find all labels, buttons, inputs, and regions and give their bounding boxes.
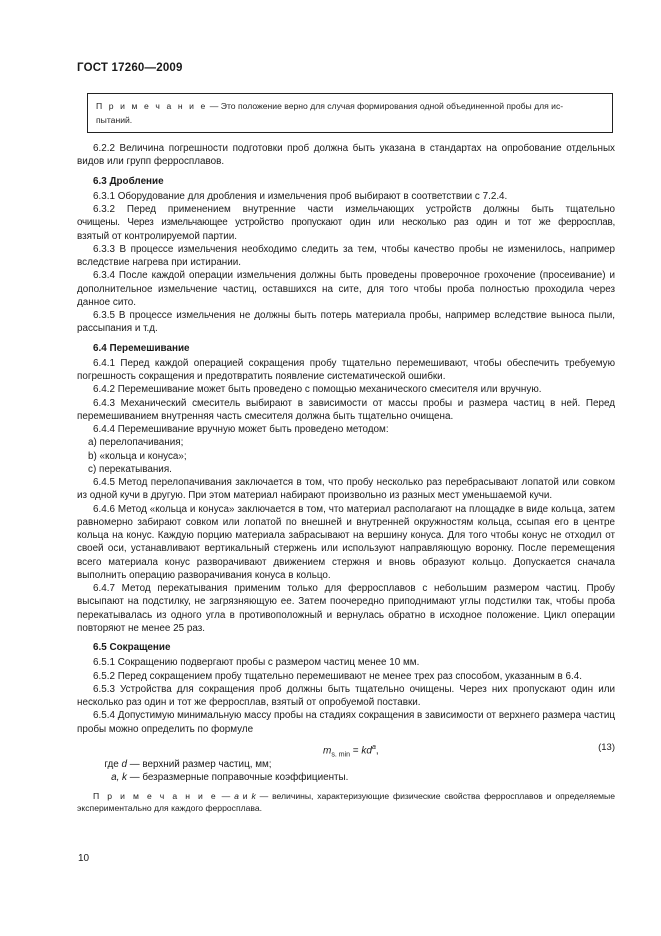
paragraph-6-3-1: 6.3.1 Оборудование для дробления и измельчения проб выбирают в соответствии с 7.2.4. [93,190,508,202]
paragraph-6-3-2-line3: взятый от контролируемой партии. [77,230,238,242]
paragraph-6-3-4: 6.3.4 После каждой операции измельчения должны быть проведены проверочное грохочение (просеивание) и дополнительное измельчение частиц, оставшихся на сите, для того чтобы проба полностью проходила через данное сито. [77,270,615,308]
formula-13 [77,739,615,758]
paragraph-6-5-3: 6.5.3 Устройства для сокращения проб должны быть тщательно очищены. Через них пропускают один или несколько раз один и тот же ферросплав, взятый от опробуемой поставки. [77,683,615,708]
paragraph-6-5-1: 6.5.1 Сокращению подвергают пробы с размером частиц менее 10 мм. [93,657,420,669]
paragraph-6-4-3: 6.4.3 Механический смеситель выбирают в зависимости от массы пробы и размера частиц в ней. Перед перемешиванием внутренняя часть смесителя должна быть тщательно очищена. [77,397,615,422]
note-text: — Это положение верно для случая формирования одной объединенной пробы для ис- [207,101,564,111]
document-body [77,142,615,814]
document-header: ГОСТ 17260—2009 [77,62,183,74]
where-d: где d — верхний размер частиц, мм; [104,758,272,770]
paragraph-6-2-2: 6.2.2 Величина погрешности подготовки проб должна быть указана в стандартах на опробование отдельных видов или групп ферросплавов. [77,143,615,168]
note-label: П р и м е ч а н и е [96,101,208,111]
page-number: 10 [78,853,90,864]
paragraph-6-3-5: 6.3.5 В процессе измельчения не должны быть потерь материала пробы, например вследствие выноса пыли, рассыпания и т.д. [77,310,615,335]
note-label: П р и м е ч а н и е [93,791,218,802]
paragraph-6-4-4: 6.4.4 Перемешивание вручную может быть проведено методом: [93,424,389,435]
paragraph-6-3-2-line2: очищены. Через измельчающее устройство пропускают один или несколько раз один и тот же ферросплав, [77,217,615,229]
bottom-note: П р и м е ч а н и е — a и k — величины, характеризующие физические свойства ферросплавов и определяемые экспериментально для каждого ферросплава. [77,791,615,814]
note-text-continued: пытаний. [96,114,133,125]
section-heading-6-3: 6.3 Дробление [93,175,164,187]
paragraph-6-4-2: 6.4.2 Перемешивание может быть проведено с помощью механического смесителя или вручную. [93,384,542,396]
paragraph-6-4-7: 6.4.7 Метод перекатывания применим только для ферросплавов с небольшим размером частиц. Пробу высыпают на подстилку, не загрязняющую ее. Затем поочередно приподнимают углы подстилки так, чтобы проба перекатывалась из одного угла в противоположный и вернулась обратно в исходное положение. Цикл операции повторяют не менее 25 раз. [77,583,615,634]
list-item: с) перекатывания. [88,463,172,475]
paragraph-6-3-3: 6.3.3 В процессе измельчения необходимо следить за тем, чтобы качество пробы не изменилось, например вследствие нагрева при истирании. [77,243,615,268]
list-item: а) перелопачивания; [88,437,184,449]
list-item: b) «кольца и конуса»; [88,450,187,462]
section-heading-6-5: 6.5 Сокращение [93,642,171,653]
formula-expression: $m_{s. min} = kd^a$, [323,743,379,759]
paragraph-6-5-4: 6.5.4 Допустимую минимальную массу пробы на стадиях сокращения в зависимости от верхнего размера частиц пробы можно определить по формуле [77,710,616,735]
section-heading-6-4: 6.4 Перемешивание [93,342,190,354]
formula-number: (13) [598,741,615,753]
paragraph-6-5-2: 6.5.2 Перед сокращением пробу тщательно перемешивают не менее трех раз способом, указанным в 6.4. [93,670,582,682]
paragraph-6-3-2-line1: 6.3.2 Перед применением внутренние части измельчающих устройств должны быть тщательно [93,204,615,215]
paragraph-6-4-6: 6.4.6 Метод «кольца и конуса» заключается в том, что материал располагают на площадке в виде кольца, затем равномерно забирают совком или лопатой по внешней и внутренней окружностям кольца, ссыпая его в центре кольца на конус. Каждую порцию материала забрасывают на вершину конуса. Для того чтобы конус не отходил от своей оси, устанавливают вертикальный стержень или используют направляющую воронку. После перемещения всего материала конус разворачивают движением стержня и вновь образуют кольцо. Допускается сначала выполнить операцию разворачивания конуса в кольцо. [77,503,615,581]
paragraph-6-4-5: 6.4.5 Метод перелопачивания заключается в том, что пробу несколько раз перебрасывают лопатой или совком из одной кучи в другую. При этом материал набирают произвольно из разных мест уменьшаемой кучи. [77,477,615,502]
paragraph-6-4-1: 6.4.1 Перед каждой операцией сокращения пробу тщательно перемешивают, чтобы обеспечить требуемую погрешность сокращения и предотвратить появление систематической ошибки. [77,357,615,382]
note-box [87,93,613,133]
where-a-k: a, k — безразмерные поправочные коэффициенты. [111,772,349,783]
